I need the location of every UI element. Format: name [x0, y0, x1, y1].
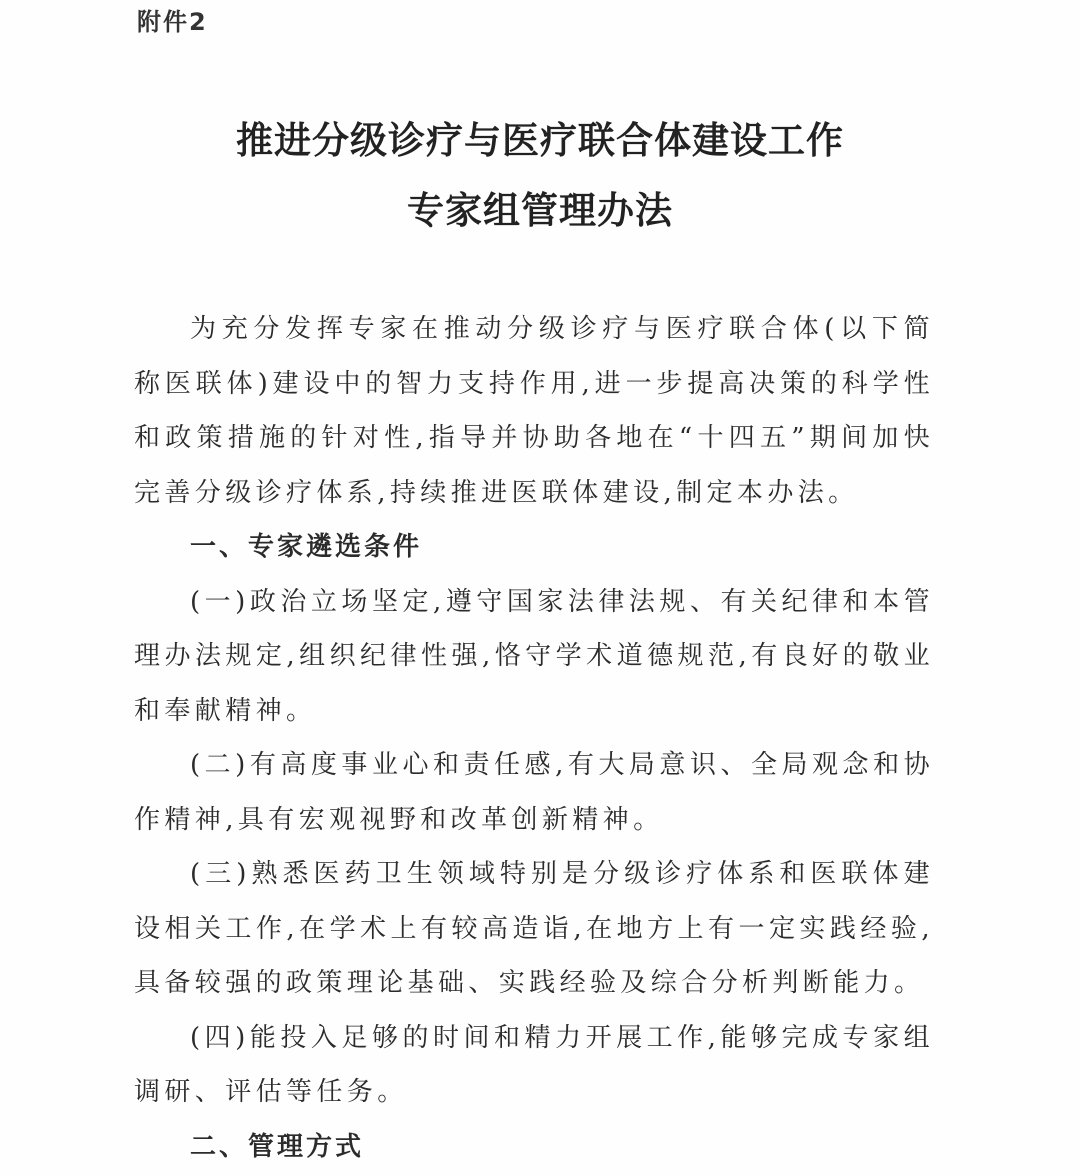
intro-paragraph: 为充分发挥专家在推动分级诊疗与医疗联合体(以下简称医联体)建设中的智力支持作用,进一步提高决策的科学性和政策措施的针对性,指导并协助各地在“十四五”期间加快完善分级诊疗体系,持续推进医联体建设,制定本办法。 — [134, 314, 934, 508]
document-body — [134, 302, 934, 1174]
section-1-item-1: (一)政治立场坚定,遵守国家法律法规、有关纪律和本管理办法规定,组织纪律性强,恪守学术道德规范,有良好的敬业和奉献精神。 — [134, 586, 934, 726]
section-1-item-2: (二)有高度事业心和责任感,有大局意识、全局观念和协作精神,具有宏观视野和改革创新精神。 — [134, 750, 934, 835]
section-1-item-3: (三)熟悉医药卫生领域特别是分级诊疗体系和医联体建设相关工作,在学术上有较高造诣,在地方上有一定实践经验,具备较强的政策理论基础、实践经验及综合分析判断能力。 — [134, 859, 934, 998]
document-title-line-1: 推进分级诊疗与医疗联合体建设工作 — [236, 119, 844, 162]
section-1-heading: 一、专家遴选条件 — [190, 532, 423, 562]
section-1-item-4: (四)能投入足够的时间和精力开展工作,能够完成专家组调研、评估等任务。 — [134, 1022, 934, 1107]
section-2-heading: 二、管理方式 — [190, 1131, 365, 1162]
document-title-line-2: 专家组管理办法 — [407, 189, 673, 232]
attachment-label: 附件2 — [137, 8, 208, 36]
